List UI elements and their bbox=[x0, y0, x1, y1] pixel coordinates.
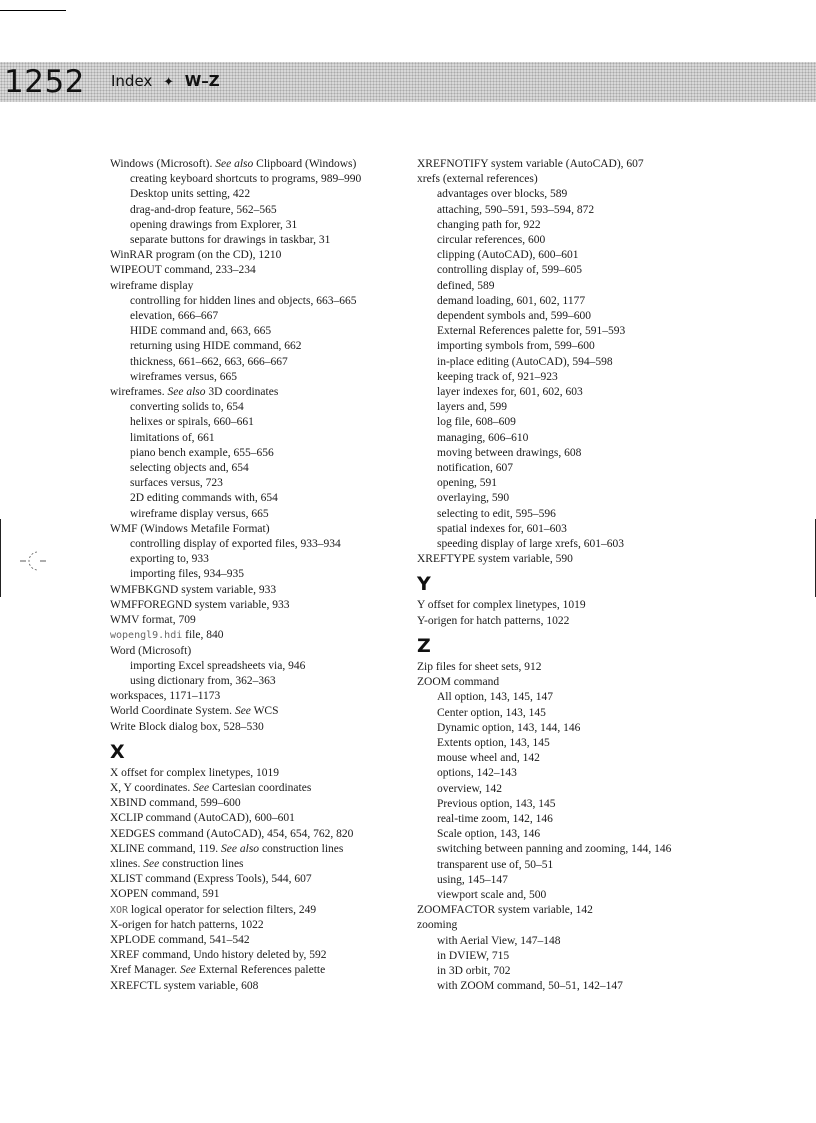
index-subentry bbox=[417, 218, 715, 233]
index-subentry bbox=[417, 766, 715, 781]
entry-text: options, 142–143 bbox=[437, 767, 517, 780]
entry-text: in 3D orbit, 702 bbox=[437, 964, 511, 977]
index-entry bbox=[110, 613, 406, 628]
entry-text: moving between drawings, 608 bbox=[437, 446, 582, 459]
diamond-separator-icon: ✦ bbox=[163, 75, 174, 90]
index-subentry bbox=[417, 370, 715, 385]
entry-text: XREFNOTIFY system variable (AutoCAD), 607 bbox=[417, 158, 644, 170]
index-subentry bbox=[417, 964, 715, 979]
index-subentry bbox=[417, 248, 715, 263]
entry-text: speeding display of large xrefs, 601–603 bbox=[437, 538, 624, 551]
entry-text: exporting to, 933 bbox=[130, 553, 209, 566]
index-column-left bbox=[110, 157, 406, 994]
entry-text: using, 145–147 bbox=[437, 873, 508, 886]
index-entry bbox=[417, 157, 715, 172]
entry-text: dependent symbols and, 599–600 bbox=[437, 310, 591, 323]
index-subentry bbox=[417, 309, 715, 324]
entry-text: returning using HIDE command, 662 bbox=[130, 340, 302, 353]
entry-text: helixes or spirals, 660–661 bbox=[130, 416, 254, 429]
entry-text: overlaying, 590 bbox=[437, 492, 510, 505]
index-subentry bbox=[417, 736, 715, 751]
entry-text: importing symbols from, 599–600 bbox=[437, 340, 595, 353]
entry-text: transparent use of, 50–51 bbox=[437, 858, 554, 871]
index-entry bbox=[417, 675, 715, 690]
entry-text: clipping (AutoCAD), 600–601 bbox=[437, 249, 579, 262]
entry-text: Desktop units setting, 422 bbox=[130, 188, 251, 201]
entry-text: Write Block dialog box, 528–530 bbox=[110, 720, 264, 733]
index-entry bbox=[110, 963, 406, 978]
index-entry bbox=[110, 842, 406, 857]
entry-text: Xref Manager. bbox=[110, 964, 180, 977]
index-subentry bbox=[110, 187, 406, 202]
crop-mark-top bbox=[0, 10, 66, 11]
entry-text: changing path for, 922 bbox=[437, 218, 541, 231]
entry-text-rest: logical operator for selection filters, 249 bbox=[128, 903, 317, 916]
index-subentry bbox=[417, 812, 715, 827]
entry-text: XOPEN command, 591 bbox=[110, 888, 220, 901]
page-number: 1252 bbox=[4, 64, 85, 100]
entry-text: workspaces, 1171–1173 bbox=[110, 690, 221, 703]
index-entry bbox=[110, 887, 406, 902]
registration-mark-icon bbox=[20, 546, 48, 576]
index-subentry bbox=[110, 355, 406, 370]
index-entry bbox=[110, 720, 406, 735]
index-subentry bbox=[417, 858, 715, 873]
index-entry bbox=[110, 766, 406, 781]
entry-text: controlling display of, 599–605 bbox=[437, 264, 583, 277]
entry-text: notification, 607 bbox=[437, 462, 514, 475]
index-subentry bbox=[110, 400, 406, 415]
index-subentry bbox=[417, 827, 715, 842]
code-term: XOR bbox=[110, 904, 129, 916]
entry-text: thickness, 661–662, 663, 666–667 bbox=[130, 355, 288, 368]
entry-text: advantages over blocks, 589 bbox=[437, 188, 568, 201]
index-subentry bbox=[417, 446, 715, 461]
index-subentry bbox=[417, 979, 715, 994]
entry-text: ZOOM command bbox=[417, 676, 500, 689]
entry-text: wireframes. bbox=[110, 386, 168, 399]
entry-text: Scale option, 143, 146 bbox=[437, 828, 541, 841]
running-head-section: Index bbox=[111, 72, 153, 90]
entry-text-rest: WCS bbox=[250, 705, 279, 718]
entry-text-rest: construction lines bbox=[159, 857, 244, 870]
entry-text-rest: 3D coordinates bbox=[205, 386, 279, 399]
entry-text: zooming bbox=[417, 919, 458, 932]
entry-text: opening, 591 bbox=[437, 477, 498, 490]
index-subentry bbox=[417, 461, 715, 476]
entry-text: switching between panning and zooming, 144, 146 bbox=[437, 843, 672, 856]
index-entry bbox=[110, 628, 406, 643]
index-subentry bbox=[417, 279, 715, 294]
index-entry bbox=[110, 279, 406, 294]
code-term: wopengl9.hdi bbox=[110, 630, 183, 642]
index-subentry bbox=[417, 415, 715, 430]
entry-text: selecting to edit, 595–596 bbox=[437, 507, 556, 520]
index-entry bbox=[110, 598, 406, 613]
entry-text: layers and, 599 bbox=[437, 401, 507, 414]
entry-text: with Aerial View, 147–148 bbox=[437, 934, 561, 947]
entry-text: mouse wheel and, 142 bbox=[437, 752, 540, 765]
index-subentry bbox=[417, 400, 715, 415]
see-reference: See bbox=[193, 781, 210, 794]
crop-mark-left bbox=[0, 519, 1, 597]
entry-text: wireframe display bbox=[110, 279, 194, 292]
entry-text: X, Y coordinates. bbox=[110, 781, 194, 794]
entry-text: X offset for complex linetypes, 1019 bbox=[110, 766, 280, 779]
entry-text: All option, 143, 145, 147 bbox=[437, 691, 553, 704]
entry-text: selecting objects and, 654 bbox=[130, 462, 249, 475]
entry-text: in-place editing (AutoCAD), 594–598 bbox=[437, 355, 613, 368]
index-subentry bbox=[417, 476, 715, 491]
running-head-range: W–Z bbox=[184, 72, 220, 90]
index-subentry bbox=[417, 431, 715, 446]
index-entry bbox=[417, 614, 715, 629]
index-subentry bbox=[417, 873, 715, 888]
entry-text: WinRAR program (on the CD), 1210 bbox=[110, 249, 282, 262]
entry-text: wireframes versus, 665 bbox=[130, 370, 237, 383]
index-entry bbox=[417, 598, 715, 613]
index-entry bbox=[417, 660, 715, 675]
index-subentry bbox=[110, 233, 406, 248]
entry-text: World Coordinate System. bbox=[110, 705, 235, 718]
index-subentry bbox=[110, 172, 406, 187]
entry-text: X-origen for hatch patterns, 1022 bbox=[110, 918, 264, 931]
entry-text: layer indexes for, 601, 602, 603 bbox=[437, 386, 583, 399]
entry-text: Extents option, 143, 145 bbox=[437, 736, 550, 749]
entry-text: Word (Microsoft) bbox=[110, 644, 192, 657]
index-subentry bbox=[417, 355, 715, 370]
index-subentry bbox=[417, 522, 715, 537]
entry-text: WMV format, 709 bbox=[110, 614, 196, 627]
entry-text: opening drawings from Explorer, 31 bbox=[130, 218, 298, 231]
index-entry bbox=[110, 583, 406, 598]
entry-text: drag-and-drop feature, 562–565 bbox=[130, 203, 277, 216]
index-entry bbox=[110, 248, 406, 263]
index-letter-heading: Y bbox=[417, 573, 431, 596]
index-entry bbox=[417, 918, 715, 933]
entry-text-rest: External References palette bbox=[195, 964, 326, 977]
entry-text: XREFCTL system variable, 608 bbox=[110, 979, 259, 992]
entry-text: piano bench example, 655–656 bbox=[130, 446, 274, 459]
index-subentry bbox=[110, 218, 406, 233]
index-entry bbox=[110, 644, 406, 659]
entry-text: spatial indexes for, 601–603 bbox=[437, 522, 567, 535]
index-subentry bbox=[417, 782, 715, 797]
index-entry bbox=[110, 948, 406, 963]
entry-text: External References palette for, 591–593 bbox=[437, 325, 626, 338]
index-subentry bbox=[110, 659, 406, 674]
entry-text: with ZOOM command, 50–51, 142–147 bbox=[437, 980, 623, 993]
index-entry bbox=[110, 263, 406, 278]
entry-text: Zip files for sheet sets, 912 bbox=[417, 660, 542, 673]
see-reference: See also bbox=[215, 158, 254, 170]
see-reference: See bbox=[179, 964, 196, 977]
index-entry bbox=[110, 918, 406, 933]
entry-text: ZOOMFACTOR system variable, 142 bbox=[417, 904, 593, 917]
entry-text: controlling for hidden lines and objects, 663–665 bbox=[130, 294, 357, 307]
running-head bbox=[111, 70, 220, 94]
entry-text: using dictionary from, 362–363 bbox=[130, 674, 276, 687]
index-subentry bbox=[417, 706, 715, 721]
entry-text: Windows (Microsoft). bbox=[110, 158, 216, 170]
entry-text: importing files, 934–935 bbox=[130, 568, 245, 581]
index-subentry bbox=[417, 690, 715, 705]
entry-text: wireframe display versus, 665 bbox=[130, 507, 269, 520]
index-subentry bbox=[417, 537, 715, 552]
index-subentry bbox=[110, 446, 406, 461]
index-subentry bbox=[417, 842, 715, 857]
index-entry bbox=[417, 172, 715, 187]
entry-text: WMFFOREGND system variable, 933 bbox=[110, 598, 290, 611]
see-reference: See bbox=[143, 857, 160, 870]
entry-text: circular references, 600 bbox=[437, 234, 546, 247]
entry-text: importing Excel spreadsheets via, 946 bbox=[130, 659, 306, 672]
index-subentry bbox=[417, 324, 715, 339]
index-subentry bbox=[417, 949, 715, 964]
index-letter-heading: X bbox=[110, 740, 125, 763]
index-subentry bbox=[110, 476, 406, 491]
index-entry bbox=[110, 979, 406, 994]
index-entry bbox=[417, 903, 715, 918]
entry-text: Y-origen for hatch patterns, 1022 bbox=[417, 614, 570, 627]
entry-text: WIPEOUT command, 233–234 bbox=[110, 264, 256, 277]
index-subentry bbox=[417, 721, 715, 736]
index-subentry bbox=[417, 751, 715, 766]
index-entry bbox=[417, 552, 715, 567]
entry-text: XEDGES command (AutoCAD), 454, 654, 762, 820 bbox=[110, 827, 354, 840]
entry-text: surfaces versus, 723 bbox=[130, 477, 223, 490]
entry-text: converting solids to, 654 bbox=[130, 401, 244, 414]
index-subentry bbox=[110, 674, 406, 689]
index-entry bbox=[110, 857, 406, 872]
index-subentry bbox=[417, 187, 715, 202]
index-subentry bbox=[417, 263, 715, 278]
index-subentry bbox=[417, 203, 715, 218]
entry-text: Previous option, 143, 145 bbox=[437, 797, 556, 810]
index-entry bbox=[110, 796, 406, 811]
entry-text: in DVIEW, 715 bbox=[437, 949, 510, 962]
index-entry bbox=[110, 811, 406, 826]
entry-text: managing, 606–610 bbox=[437, 431, 529, 444]
index-subentry bbox=[110, 567, 406, 582]
entry-text: xrefs (external references) bbox=[417, 173, 538, 186]
entry-text: elevation, 666–667 bbox=[130, 310, 219, 323]
index-subentry bbox=[417, 491, 715, 506]
entry-text: 2D editing commands with, 654 bbox=[130, 492, 278, 505]
entry-text: Y offset for complex linetypes, 1019 bbox=[417, 599, 586, 612]
index-subentry bbox=[417, 797, 715, 812]
entry-text: log file, 608–609 bbox=[437, 416, 516, 429]
index-entry bbox=[110, 522, 406, 537]
index-subentry bbox=[110, 339, 406, 354]
entry-text: creating keyboard shortcuts to programs, 989–990 bbox=[130, 173, 362, 186]
entry-text: WMF (Windows Metafile Format) bbox=[110, 522, 270, 535]
entry-text: XLIST command (Express Tools), 544, 607 bbox=[110, 873, 312, 886]
index-entry bbox=[110, 689, 406, 704]
entry-text: XREFTYPE system variable, 590 bbox=[417, 553, 573, 566]
see-reference: See also bbox=[167, 386, 206, 399]
entry-text: HIDE command and, 663, 665 bbox=[130, 325, 272, 338]
entry-text: XPLODE command, 541–542 bbox=[110, 933, 250, 946]
entry-text: Center option, 143, 145 bbox=[437, 706, 546, 719]
index-column-right bbox=[417, 157, 715, 994]
index-subentry bbox=[110, 294, 406, 309]
entry-text: limitations of, 661 bbox=[130, 431, 215, 444]
entry-text-rest: Clipboard (Windows) bbox=[253, 158, 357, 170]
entry-text: WMFBKGND system variable, 933 bbox=[110, 583, 277, 596]
index-entry bbox=[110, 781, 406, 796]
index-subentry bbox=[110, 370, 406, 385]
index-subentry bbox=[417, 233, 715, 248]
index-entry bbox=[110, 157, 406, 172]
see-reference: See bbox=[234, 705, 251, 718]
index-subentry bbox=[110, 415, 406, 430]
entry-text: Dynamic option, 143, 144, 146 bbox=[437, 721, 581, 734]
index-subentry bbox=[110, 309, 406, 324]
entry-text: controlling display of exported files, 933–934 bbox=[130, 538, 341, 551]
entry-text: keeping track of, 921–923 bbox=[437, 370, 558, 383]
index-entry bbox=[110, 827, 406, 842]
index-subentry bbox=[110, 537, 406, 552]
entry-text-rest: Cartesian coordinates bbox=[209, 781, 312, 794]
entry-text: XLINE command, 119. bbox=[110, 842, 222, 855]
entry-text: separate buttons for drawings in taskbar, 31 bbox=[130, 234, 331, 247]
entry-text: xlines. bbox=[110, 857, 144, 870]
index-subentry bbox=[110, 491, 406, 506]
index-subentry bbox=[110, 507, 406, 522]
entry-text: XBIND command, 599–600 bbox=[110, 797, 241, 810]
entry-text-rest: construction lines bbox=[259, 842, 344, 855]
index-entry bbox=[110, 933, 406, 948]
index-subentry bbox=[110, 203, 406, 218]
index-entry bbox=[110, 903, 406, 918]
index-subentry bbox=[417, 339, 715, 354]
entry-text: defined, 589 bbox=[437, 279, 495, 292]
entry-text: overview, 142 bbox=[437, 782, 503, 795]
index-subentry bbox=[417, 934, 715, 949]
entry-text: XCLIP command (AutoCAD), 600–601 bbox=[110, 812, 295, 825]
index-subentry bbox=[417, 294, 715, 309]
index-subentry bbox=[110, 431, 406, 446]
entry-text: XREF command, Undo history deleted by, 592 bbox=[110, 949, 327, 962]
see-reference: See also bbox=[221, 842, 260, 855]
entry-text: demand loading, 601, 602, 1177 bbox=[437, 294, 586, 307]
index-entry bbox=[110, 872, 406, 887]
index-subentry bbox=[417, 385, 715, 400]
index-letter-heading: Z bbox=[417, 634, 431, 657]
entry-text-rest: file, 840 bbox=[182, 629, 224, 642]
entry-text: real-time zoom, 142, 146 bbox=[437, 812, 553, 825]
entry-text: attaching, 590–591, 593–594, 872 bbox=[437, 203, 595, 216]
index-subentry bbox=[110, 461, 406, 476]
index-subentry bbox=[110, 552, 406, 567]
entry-text: viewport scale and, 500 bbox=[437, 888, 547, 901]
index-subentry bbox=[110, 324, 406, 339]
index-entry bbox=[110, 704, 406, 719]
index-entry bbox=[110, 385, 406, 400]
index-subentry bbox=[417, 888, 715, 903]
index-subentry bbox=[417, 507, 715, 522]
